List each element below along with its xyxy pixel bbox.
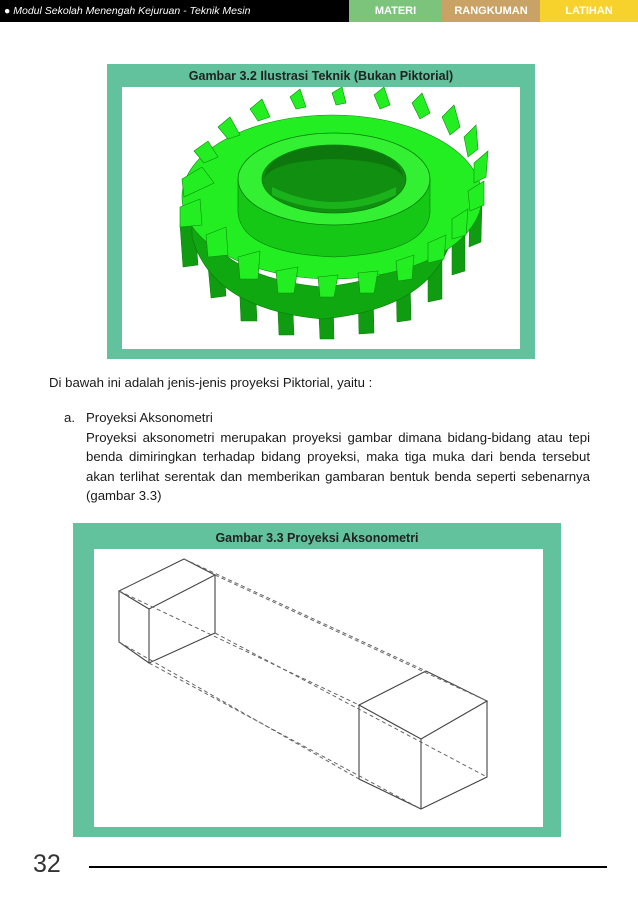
intro-paragraph: Di bawah ini adalah jenis-jenis proyeksi Piktorial, yaitu : — [49, 375, 373, 390]
page-number: 32 — [33, 850, 61, 878]
figure-3-2 — [107, 64, 535, 359]
gear-hub — [238, 133, 430, 257]
tab-materi[interactable]: MATERI — [349, 0, 442, 22]
module-title: ● Modul Sekolah Menengah Kejuruan - Teknik Mesin — [0, 0, 349, 22]
figure-3-2-image-area — [122, 87, 520, 349]
footer-divider — [89, 866, 607, 868]
figure-3-3-image-area — [94, 549, 543, 827]
list-item-title: Proyeksi Aksonometri — [86, 410, 213, 425]
gear-illustration — [122, 87, 520, 349]
page-header — [0, 0, 638, 22]
list-marker: a. — [64, 410, 75, 425]
tab-latihan[interactable]: LATIHAN — [540, 0, 638, 22]
tab-rangkuman[interactable]: RANGKUMAN — [442, 0, 540, 22]
figure-3-3 — [73, 523, 561, 837]
figure-3-3-caption: Gambar 3.3 Proyeksi Aksonometri — [215, 531, 419, 545]
axonometric-projection-drawing — [94, 549, 543, 827]
projection-lines — [119, 559, 487, 809]
figure-3-2-caption: Gambar 3.2 Ilustrasi Teknik (Bukan Piktorial) — [188, 69, 454, 83]
list-item-body: Proyeksi aksonometri merupakan proyeksi gambar dimana bidang-bidang atau tepi benda dimiringkan terhadap bidang proyeksi, maka tiga muka dari benda tersebut akan terlihat serentak dan memberikan gambaran bentuk benda seperti sebenarnya (gambar 3.3) — [86, 430, 590, 503]
